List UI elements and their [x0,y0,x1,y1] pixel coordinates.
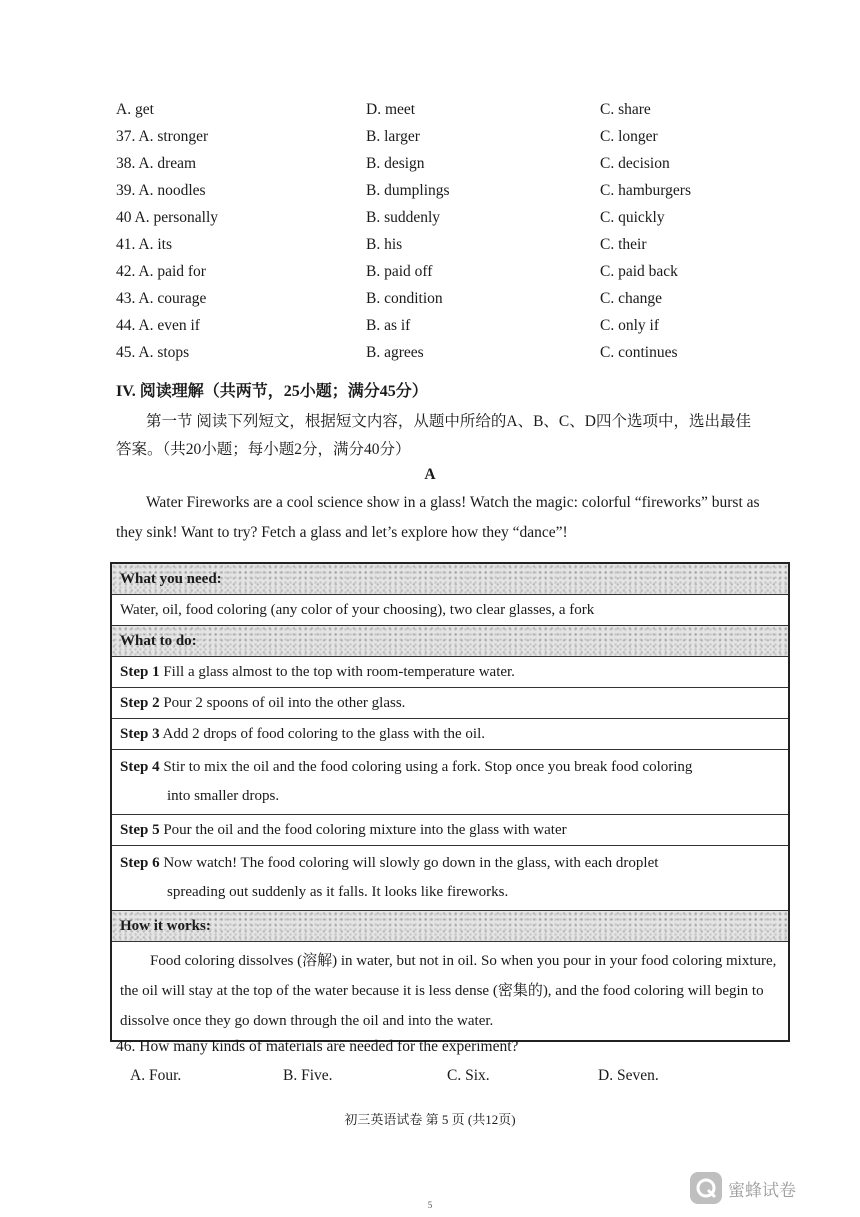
option-row [0,263,860,289]
option-c: C. continues [600,344,678,361]
step-text: Fill a glass almost to the top with room-temperature water. [163,664,515,680]
option-b: B. design [366,155,425,172]
experiment-table [110,562,790,1042]
step-row [112,750,788,815]
step-text: Pour the oil and the food coloring mixture into the glass with water [163,822,567,838]
option-a: 39. A. noodles [116,182,206,199]
option-c: C. paid back [600,263,678,280]
option-row [0,155,860,181]
option-c: C. hamburgers [600,182,691,199]
option-a: 45. A. stops [116,344,190,361]
option-b: B. condition [366,290,443,307]
option-b: B. agrees [366,344,424,361]
step-text: Stir to mix the oil and the food coloring using a fork. Stop once you break food coloring [163,759,693,775]
page-number: 5 [427,1200,433,1210]
option-c: C. their [600,236,647,253]
option-b: B. dumplings [366,182,450,199]
step-text: Add 2 drops of food coloring to the glass with the oil. [162,726,485,742]
option-a: 37. A. stronger [116,128,209,145]
option-a: 42. A. paid for [116,263,206,280]
section-instructions: 第一节 阅读下列短文，根据短文内容，从题中所给的A、B、C、D四个选项中，选出最佳答案。（共20小题；每小题2分，满分40分） [116,413,751,458]
table-header-do: What to do: [112,626,788,657]
option-row [0,236,860,262]
option-c: C. change [600,290,662,307]
option-row [0,101,860,127]
page-footer: 初三英语试卷 第 5 页 (共12页) [344,1112,516,1127]
option-b: B. suddenly [366,209,441,226]
option-b: B. larger [366,128,420,145]
explanation-text: Food coloring dissolves (溶解) in water, but not in oil. So when you pour in your food coloring mixture, the oil will stay at the top of the water because it is less dense (密集的), and the food coloring will begin to dissolve once they go down through the oil and into the water. [120,953,777,1029]
q46-option-c: C. Six. [447,1067,490,1084]
step-label: Step 2 [120,695,160,711]
option-c: C. longer [600,128,658,145]
option-a: 44. A. even if [116,317,200,334]
option-row [0,290,860,316]
option-b: B. his [366,236,403,253]
option-b: B. paid off [366,263,433,280]
step-label: Step 5 [120,822,160,838]
materials-row: Water, oil, food coloring (any color of your choosing), two clear glasses, a fork [112,595,788,626]
passage-intro: Water Fireworks are a cool science show in a glass! Watch the magic: colorful “fireworks” burst as they sink! Want to try? Fetch a glass and let’s explore how they “dance”! [116,494,760,541]
option-row [0,128,860,154]
option-b: B. as if [366,317,411,334]
q46-option-b: B. Five. [283,1067,333,1084]
step-row [112,657,788,688]
option-a: 43. A. courage [116,290,207,307]
watermark [690,1171,796,1205]
passage-letter: A [424,466,436,483]
step-text-continued: spreading out suddenly as it falls. It looks like fireworks. [167,884,509,900]
option-c: C. quickly [600,209,665,226]
option-a: 38. A. dream [116,155,197,172]
option-row [0,209,860,235]
step-row [112,846,788,911]
option-c: C. only if [600,317,659,334]
option-a: 41. A. its [116,236,172,253]
step-text: Now watch! The food coloring will slowly go down in the glass, with each droplet [163,855,659,871]
option-c: C. share [600,101,651,118]
step-label: Step 4 [120,759,160,775]
step-row [112,688,788,719]
step-label: Step 6 [120,855,160,871]
bee-logo-icon [690,1172,722,1204]
q46-option-a: A. Four. [130,1067,182,1084]
option-row [0,182,860,208]
option-a: A. get [116,101,154,118]
question-46-stem: 46. How many kinds of materials are needed for the experiment? [116,1038,519,1055]
option-b: D. meet [366,101,416,118]
step-text: Pour 2 spoons of oil into the other glass. [163,695,406,711]
step-label: Step 1 [120,664,160,680]
option-c: C. decision [600,155,670,172]
step-label: Step 3 [120,726,160,742]
table-header-need: What you need: [112,564,788,595]
explanation-row [112,942,788,1040]
q46-option-d: D. Seven. [598,1067,659,1084]
step-row [112,719,788,750]
option-a: 40 A. personally [116,209,219,226]
watermark-text: 蜜蜂试卷 [728,1180,796,1201]
step-row [112,815,788,846]
option-row [0,344,860,370]
option-row [0,317,860,343]
table-header-works: How it works: [112,911,788,942]
step-text-continued: into smaller drops. [167,788,280,804]
section-title: IV. 阅读理解（共两节，25小题；满分45分） [116,383,428,400]
